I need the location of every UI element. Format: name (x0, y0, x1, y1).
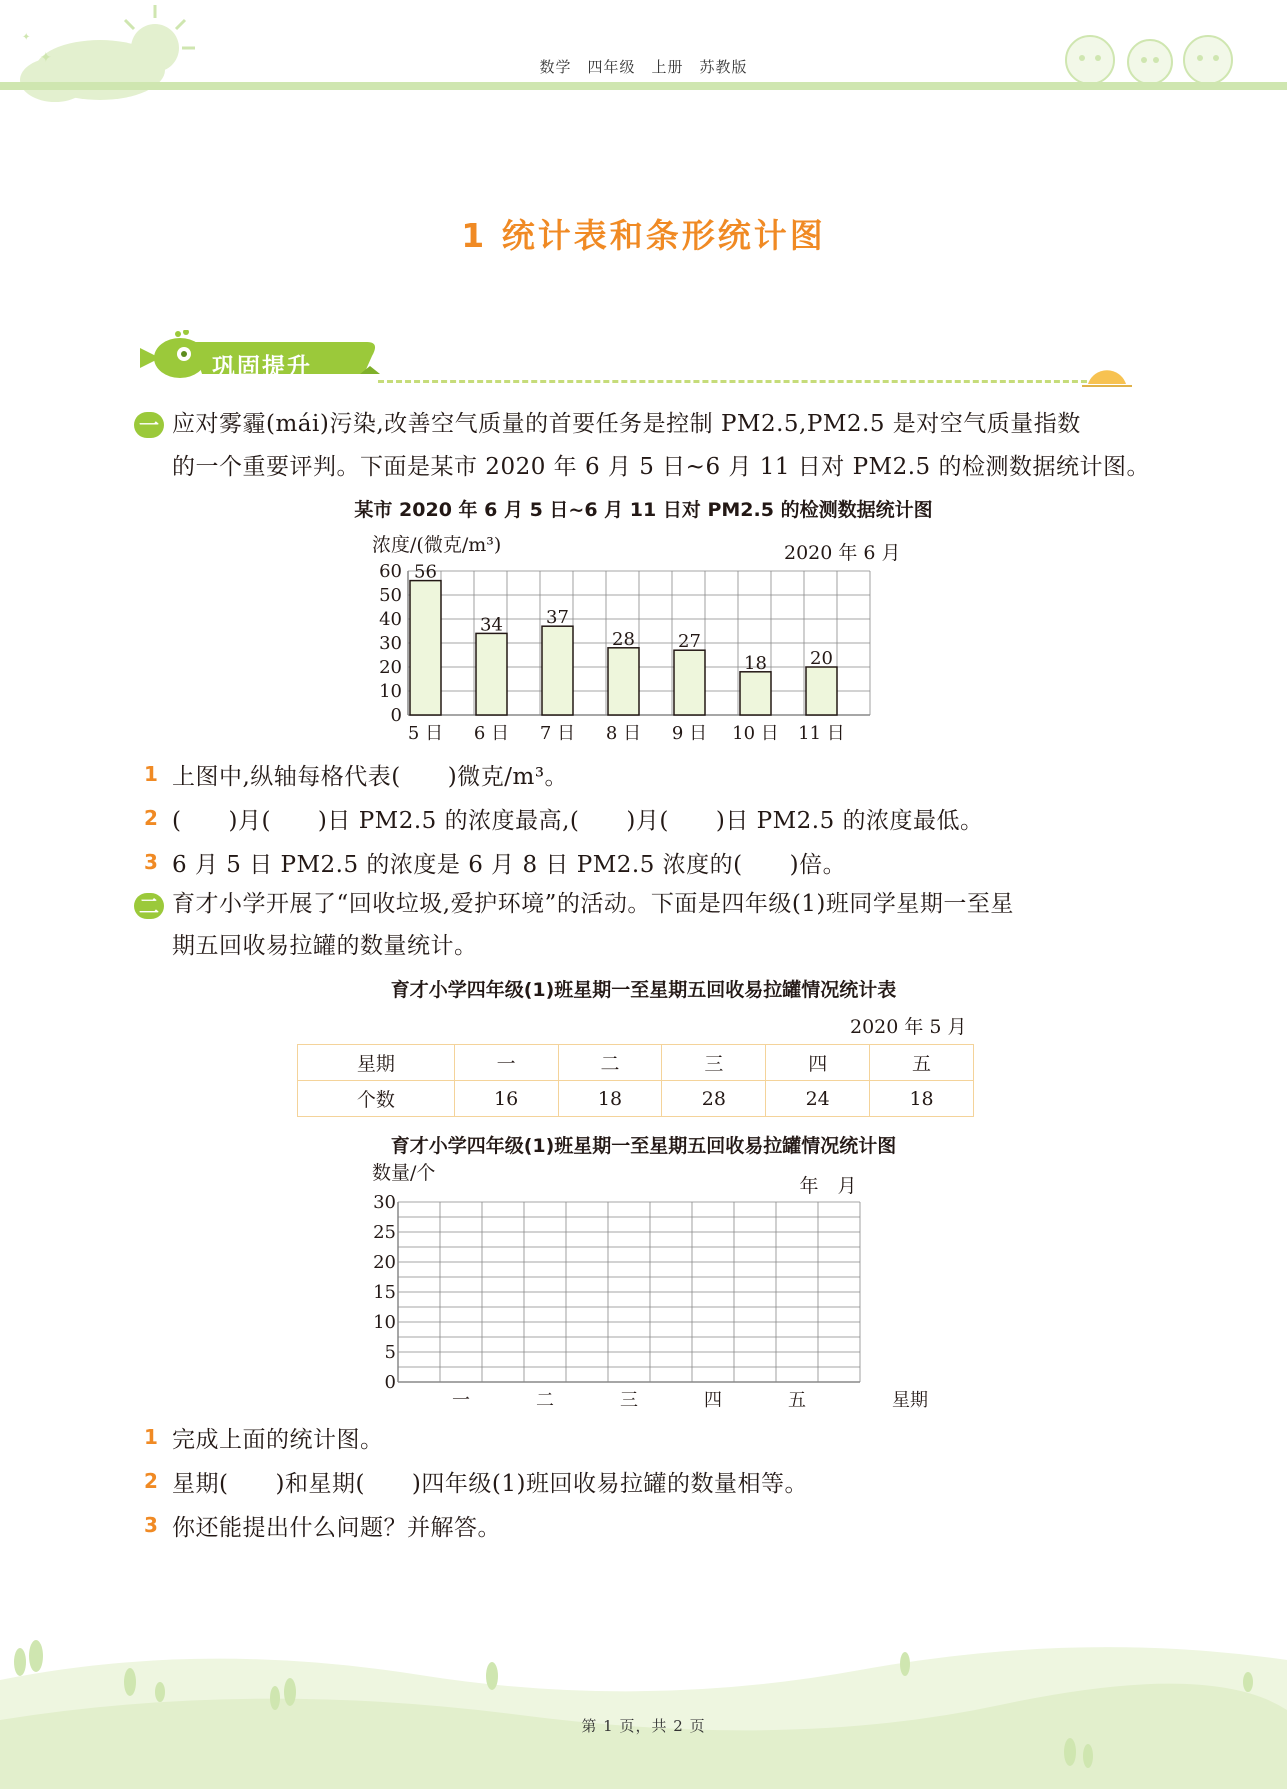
table-row (298, 1045, 974, 1081)
table-header-cell: 一 (454, 1045, 558, 1081)
x-tick-label: 四 (704, 1390, 722, 1411)
footer-hills-decoration (0, 1620, 1287, 1789)
section-divider (378, 380, 1123, 383)
chart-date-note: 2020 年 6 月 (784, 542, 901, 564)
y-tick-label: 40 (379, 609, 402, 630)
running-header: 数学 四年级 上册 苏教版 (539, 58, 748, 76)
question-number: 2 (144, 1469, 158, 1493)
question-text: 6 月 5 日 PM2.5 的浓度是 6 月 8 日 PM2.5 浓度的( )倍。 (172, 852, 847, 878)
bar-value-label: 37 (546, 607, 569, 629)
question-text: 星期( )和星期( )四年级(1)班回收易拉罐的数量相等。 (172, 1471, 808, 1497)
table-row (298, 1081, 974, 1117)
question-number: 1 (144, 762, 158, 786)
page-footer: 第 1 页，共 2 页 (581, 1717, 706, 1735)
question-text: 完成上面的统计图。 (172, 1427, 384, 1453)
table-date: 2020 年 5 月 (850, 1016, 967, 1038)
cans-bar-chart-blank (360, 1160, 940, 1415)
y-tick-label: 50 (379, 585, 402, 606)
table-cell: 18 (558, 1081, 662, 1117)
table-header-cell: 二 (558, 1045, 662, 1081)
table-header-cell: 星期 (298, 1045, 455, 1081)
pm25-bar-chart (360, 530, 930, 750)
x-tick-label: 6 日 (473, 723, 510, 744)
bar-value-label: 20 (810, 648, 833, 669)
table-cell: 16 (454, 1081, 558, 1117)
x-tick-label: 5 日 (407, 723, 444, 744)
bar-value-label: 34 (480, 614, 503, 636)
problem-badge-2: 二 (134, 893, 164, 919)
chart-date-note: 年 月 (799, 1175, 857, 1197)
y-tick-label: 20 (373, 1252, 396, 1273)
question-number: 3 (144, 1513, 158, 1537)
bar-value-label: 18 (744, 652, 767, 674)
question-text: 上图中,纵轴每格代表( )微克/m³。 (172, 764, 569, 790)
question-number: 2 (144, 806, 158, 830)
y-axis-label: 浓度/(微克/m³) (372, 534, 502, 556)
table-header-cell: 五 (870, 1045, 974, 1081)
chart2-title: 育才小学四年级(1)班星期一至星期五回收易拉罐情况统计图 (390, 1135, 897, 1157)
bar (740, 672, 771, 715)
bar-value-label: 56 (414, 561, 437, 583)
question-text: 你还能提出什么问题？并解答。 (172, 1515, 501, 1541)
y-tick-label: 10 (373, 1312, 396, 1333)
table-title: 育才小学四年级(1)班星期一至星期五回收易拉罐情况统计表 (390, 979, 897, 1001)
x-tick-label: 五 (788, 1390, 806, 1411)
question-number: 1 (144, 1425, 158, 1449)
y-tick-label: 10 (379, 681, 402, 702)
bar (542, 626, 573, 715)
section-banner-label: 巩固提升 (212, 354, 312, 380)
chart1-title: 某市 2020 年 6 月 5 日~6 月 11 日对 PM2.5 的检测数据统计图 (354, 499, 933, 521)
x-tick-label: 8 日 (605, 723, 642, 744)
bar-value-label: 27 (678, 631, 701, 653)
x-tick-label: 9 日 (671, 723, 708, 744)
bar-value-label: 28 (612, 628, 635, 650)
y-tick-label: 5 (384, 1342, 396, 1363)
x-tick-label: 三 (620, 1390, 638, 1411)
bar (674, 650, 705, 715)
x-axis-label: 星期 (892, 1390, 928, 1411)
y-tick-label: 25 (373, 1222, 396, 1243)
problem2-text-line2: 期五回收易拉罐的数量统计。 (172, 933, 478, 959)
bar (476, 633, 507, 715)
question-number: 3 (144, 850, 158, 874)
y-tick-label: 30 (379, 633, 402, 654)
table-cell: 18 (870, 1081, 974, 1117)
problem1-text-line2: 的一个重要评判。下面是某市 2020 年 6 月 5 日~6 月 11 日对 PM2.5 的检测数据统计图。 (172, 454, 1150, 480)
y-tick-label: 0 (390, 705, 402, 726)
y-axis-label: 数量/个 (372, 1162, 436, 1184)
problem-badge-1: 一 (134, 412, 164, 438)
problem2-text-line1: 育才小学开展了“回收垃圾,爱护环境”的活动。下面是四年级(1)班同学星期一至星 (172, 891, 1014, 917)
table-cell: 个数 (298, 1081, 455, 1117)
table-cell: 24 (766, 1081, 870, 1117)
x-tick-label: 7 日 (539, 723, 576, 744)
x-tick-label: 10 日 (732, 723, 779, 744)
x-tick-label: 11 日 (798, 723, 845, 744)
svg-text:✦: ✦ (22, 32, 31, 43)
header-rule (0, 82, 1287, 90)
page-title: 1 统计表和条形统计图 (461, 216, 826, 255)
svg-text:✦: ✦ (40, 50, 52, 66)
x-tick-label: 一 (452, 1390, 470, 1411)
table-cell: 28 (662, 1081, 766, 1117)
y-tick-label: 60 (379, 561, 402, 582)
bar (608, 648, 639, 715)
y-tick-label: 30 (373, 1192, 396, 1213)
problem1-text-line1: 应对雾霾(mái)污染,改善空气质量的首要任务是控制 PM2.5,PM2.5 是对空气质量指数 (172, 411, 1081, 437)
bar (806, 667, 837, 715)
sunrise-icon (1082, 356, 1132, 388)
y-tick-label: 15 (373, 1282, 396, 1303)
table-header-cell: 三 (662, 1045, 766, 1081)
cans-stat-table (297, 1044, 974, 1117)
question-text: ( )月( )日 PM2.5 的浓度最高,( )月( )日 PM2.5 的浓度最低。 (172, 808, 984, 834)
bar (410, 581, 441, 715)
y-tick-label: 20 (379, 657, 402, 678)
y-tick-label: 0 (384, 1372, 396, 1393)
table-header-cell: 四 (766, 1045, 870, 1081)
x-tick-label: 二 (536, 1390, 554, 1411)
header-cloud-sun-decoration (0, 0, 210, 110)
